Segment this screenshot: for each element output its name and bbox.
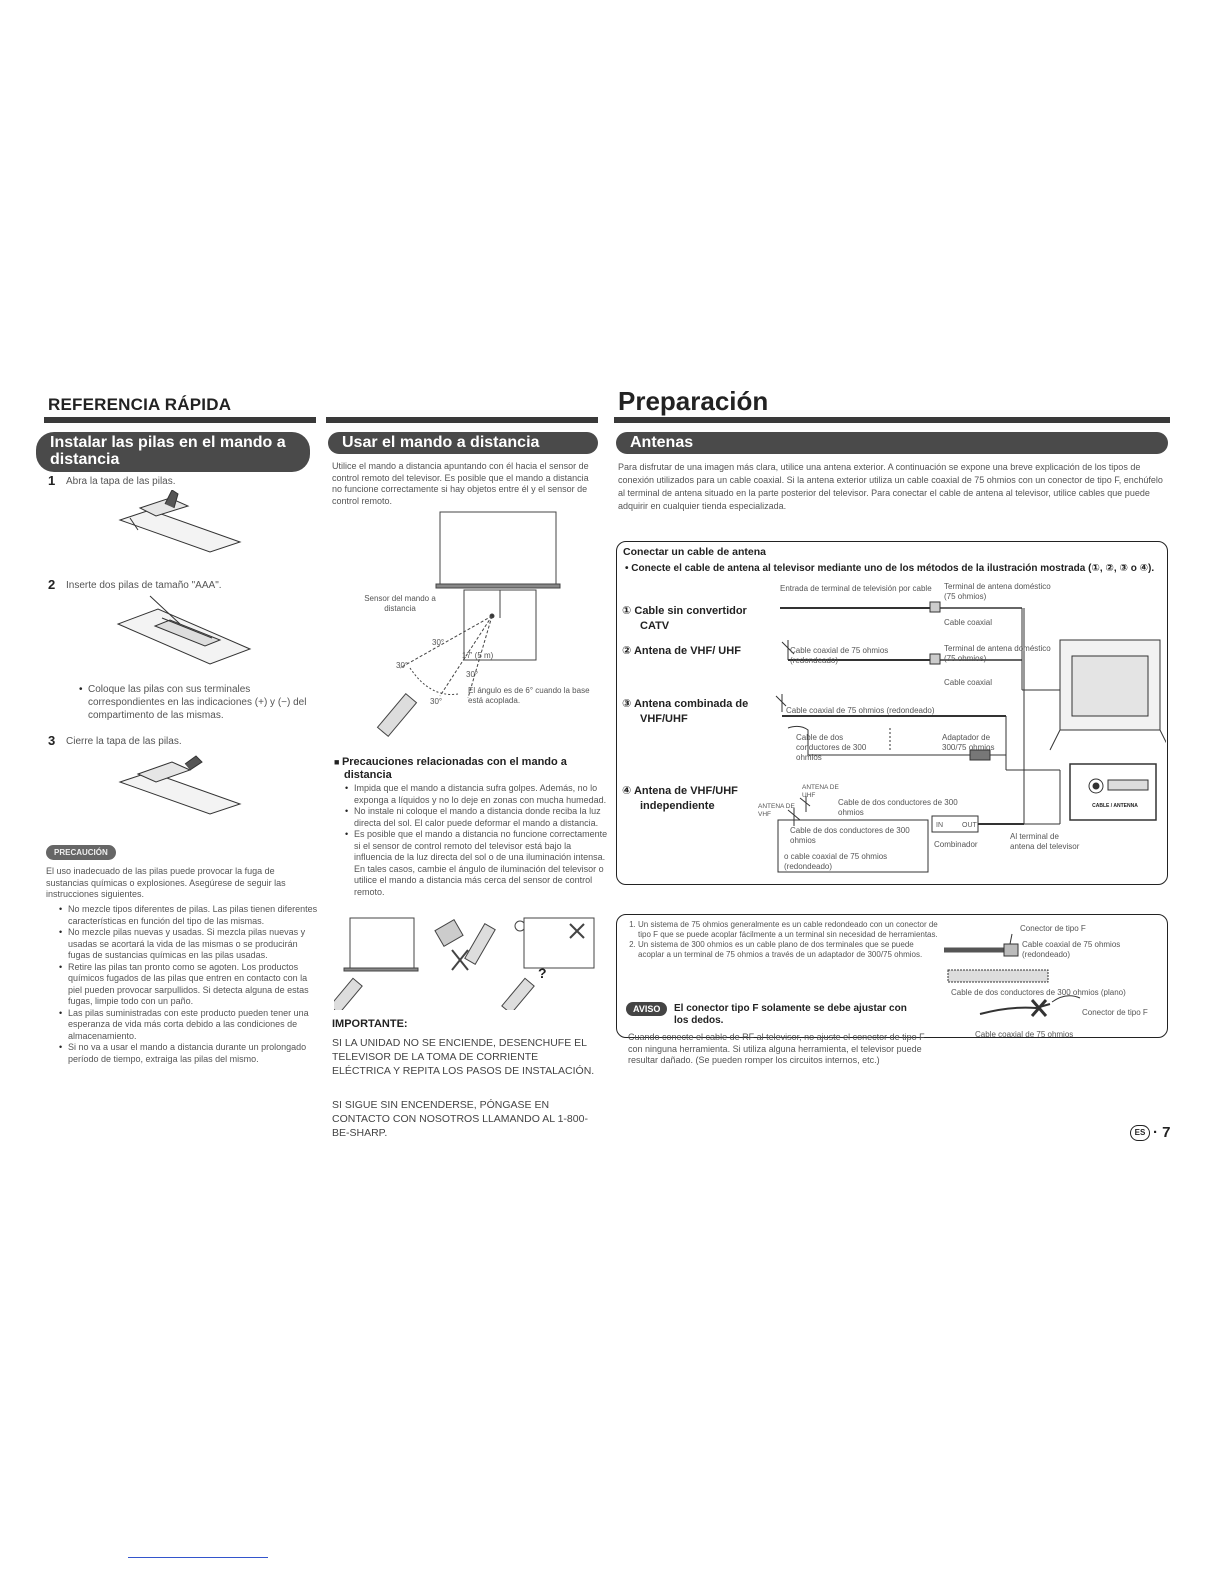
page-footer (1130, 1124, 1171, 1141)
precautions-heading: ■ Precauciones relacionadas con el mando a distancia (334, 756, 567, 781)
label-twin-lead-flat: Cable de dos conductores de 300 ohmios (plano) (951, 988, 1126, 997)
angle-label: 30° (466, 670, 479, 679)
distance-label: 17' (5 m) (462, 651, 494, 660)
label-cable-input: Entrada de terminal de televisión por cable (780, 584, 932, 593)
method-3: ③ Antena combinada de VHF/UHF (622, 698, 749, 725)
step2-note: • Coloque las pilas con sus terminales correspondientes en las indicaciones (+) y (−) del compartimento de las mismas. (88, 683, 318, 722)
sensor-label: Sensor del mando a distancia (364, 594, 436, 613)
caution-badge: PRECAUCIÓN (46, 845, 116, 860)
remote-open-cover-illustration (110, 490, 250, 565)
method-1: ① Cable sin convertidor CATV (622, 605, 747, 632)
warning-text: Cuando conecte el cable de RF al televisor, no ajuste el conector de tipo F con ninguna herramienta. Si utiliza alguna herramienta, el televisor puede resultar dañado. (Se pueden romper los circuitos internos, etc.) (628, 1032, 925, 1065)
step-text: Cierre la tapa de las pilas. (66, 736, 182, 747)
label-twin-lead-3: Cable de dos conductores de 300 ohmios (796, 733, 867, 762)
label-coax-75-round: Cable coaxial de 75 ohmios (redondeado) (1022, 940, 1121, 959)
label-coaxial-1: Cable coaxial (944, 618, 993, 627)
divider (614, 417, 1170, 423)
section-title-quick-ref: REFERENCIA RÁPIDA (48, 395, 232, 414)
precautions-list (344, 783, 608, 898)
angle-label: 30° (396, 661, 409, 670)
angle-label: 30° (430, 697, 443, 706)
method-2: ② Antena de VHF/ UHF (622, 645, 741, 657)
caution-text: El uso inadecuado de las pilas puede provocar la fuga de sustancias químicas o explosiones. Asegúrese de seguir las instrucciones siguientes. (46, 866, 286, 899)
warning-badge: AVISO (626, 1002, 667, 1016)
precaution-item: • Es posible que el mando a distancia no funcione correctamente si el sensor de control remoto del televisor está bajo la influencia de la luz directa del sol o de una iluminación intensa. En tales casos, cambie el ángulo de iluminación del televisor o utilice el mando a distancia más cerca del sensor de control remoto. (354, 829, 608, 898)
connect-antenna-title: Conectar un cable de antena (623, 546, 766, 558)
label-twin-lead-4a: Cable de dos conductores de 300 ohmios (838, 798, 958, 817)
label-terminal-2: Terminal de antena doméstico (75 ohmios) (944, 644, 1051, 663)
heading-antennas: Antenas (616, 432, 1168, 454)
step-number: 1 (48, 473, 56, 488)
antennas-intro: Para disfrutar de una imagen más clara, utilice una antena exterior. A continuación se expone una breve explicación de los tipos de conexión utilizados para un cable coaxial. Si la antena exterior utiliza un cable coaxial de 75 ohmios con un conector de tipo F, enchúfelo al terminal de antena situado en la parte posterior del televisor. Para conectar el cable de antena al televisor, utilice cables que puede adquirir en cualquier tienda especializada. (618, 462, 1163, 511)
label-f-connector: Conector de tipo F (1020, 924, 1086, 933)
language-badge: ES (1130, 1125, 1150, 1141)
angle-label: 30° (432, 638, 445, 647)
label-vhf-antenna: ANTENA DE VHF (758, 803, 795, 818)
step-number: 2 (48, 577, 56, 592)
divider (44, 417, 316, 423)
remote-precaution-illustration (334, 910, 600, 1010)
page-number: · 7 (1153, 1124, 1171, 1141)
angle-note: El ángulo es de 6° cuando la base está acoplada. (468, 686, 590, 705)
label-combiner: Combinador (934, 840, 978, 849)
label-to-tv-terminal: Al terminal de antena del televisor (1010, 832, 1080, 851)
batteries-insert-illustration (110, 594, 260, 674)
note-item: 1. Un sistema de 75 ohmios generalmente es un cable redondeado con un conector de tipo F que se puede acoplar fácilmente a un terminal sin necesidad de herramientas. (638, 920, 938, 940)
connect-antenna-bullet: • Conecte el cable de antena al televisor mediante uno de los métodos de la ilustración mostrada (①, ②, ③ o ④). (625, 563, 1155, 574)
heading-install-batteries: Instalar las pilas en el mando a distancia (36, 432, 310, 472)
bottom-rule (128, 1557, 268, 1558)
step-number: 3 (48, 733, 56, 748)
caution-item: • Retire las pilas tan pronto como se agoten. Los productos químicos fugados de las pilas que entren en contacto con la piel pueden provocar sarpullidos. Si detecta alguna de estas fugas, limpie todo con un paño. (68, 962, 318, 1008)
label-in: IN (936, 822, 943, 829)
method-4: ④ Antena de VHF/UHF independiente (622, 785, 738, 812)
note-item: 2. Un sistema de 300 ohmios es un cable plano de dos terminales que se puede acoplar a un terminal de 75 ohmios a través de un adaptador de 300/75 ohmios. (638, 940, 938, 960)
label-coaxial-2: Cable coaxial (944, 678, 993, 687)
caution-item: • Las pilas suministradas con este producto pueden tener una esperanza de vida más corta debido a las condiciones de almacenamiento. (68, 1008, 318, 1043)
precaution-item: • Impida que el mando a distancia sufra golpes. Además, no lo exponga a líquidos y no lo deje en zonas con mucha humedad. (354, 783, 608, 806)
step-text: Inserte dos pilas de tamaño "AAA". (66, 580, 222, 591)
connect-bullet-text: Conecte el cable de antena al televisor mediante uno de los métodos de la ilustración mostrada (①, ②, ③ o ④). (631, 563, 1155, 574)
label-adapter: Adaptador de 300/75 ohmios (942, 733, 995, 752)
label-jack: CABLE / ANTENNA (1092, 803, 1138, 809)
label-f-connector-2: Conector de tipo F (1082, 1008, 1148, 1017)
caution-item: • No mezcle tipos diferentes de pilas. Las pilas tienen diferentes características en función del tipo de las mismas. (68, 904, 318, 927)
label-terminal-1: Terminal de antena doméstico (75 ohmios) (944, 582, 1051, 601)
precautions-title: Precauciones relacionadas con el mando a distancia (341, 756, 567, 781)
important-text-1: SI LA UNIDAD NO SE ENCIENDE, DESENCHUFE EL TELEVISOR DE LA TOMA DE CORRIENTE ELÉCTRICA Y REPITA LOS PASOS DE INSTALACIÓN. (332, 1037, 595, 1077)
label-uhf-antenna: ANTENA DE UHF (802, 784, 839, 799)
remote-close-cover-illustration (110, 752, 250, 827)
svg-text:?: ? (538, 965, 547, 981)
divider (326, 417, 598, 423)
label-coax-round-3: Cable coaxial de 75 ohmios (redondeado) (786, 706, 935, 715)
notes-list (624, 920, 938, 960)
label-coax-round-2: Cable coaxial de 75 ohmios (redondeado) (790, 646, 889, 665)
important-text-2: SI SIGUE SIN ENCENDERSE, PÓNGASE EN CONTACTO CON NOSOTROS LLAMANDO AL 1-800-BE-SHARP. (332, 1099, 588, 1139)
warning-title: El conector tipo F solamente se debe ajustar con los dedos. (674, 1003, 907, 1026)
precaution-item: • No instale ni coloque el mando a distancia donde reciba la luz directa del sol. El calor puede deformar el mando a distancia. (354, 806, 608, 829)
caution-item: • No mezcle pilas nuevas y usadas. Si mezcla pilas nuevas y usadas se acortará la vida de las mismas o se producirán fugas de sustancias químicas en las pilas usadas. (68, 927, 318, 962)
caution-list (58, 904, 318, 1065)
label-coax-75: Cable coaxial de 75 ohmios (975, 1030, 1074, 1039)
section-title-preparation: Preparación (618, 386, 769, 416)
heading-use-remote: Usar el mando a distancia (328, 432, 598, 454)
caution-item: • Si no va a usar el mando a distancia durante un prolongado período de tiempo, extraiga las pilas del mismo. (68, 1042, 318, 1065)
label-twin-lead-4b: Cable de dos conductores de 300 ohmios (790, 826, 910, 845)
important-title: IMPORTANTE: (332, 1018, 408, 1030)
step2-note-list (78, 683, 318, 722)
remote-intro: Utilice el mando a distancia apuntando con él hacia el sensor de control remoto del televisor. Es posible que el mando a distancia no funcione correctamente si hay objetos entre él y el sensor de control remoto. (332, 461, 589, 506)
step-text: Abra la tapa de las pilas. (66, 476, 176, 487)
label-out: OUT (962, 822, 977, 829)
label-or-coax: o cable coaxial de 75 ohmios (redondeado) (784, 852, 888, 871)
